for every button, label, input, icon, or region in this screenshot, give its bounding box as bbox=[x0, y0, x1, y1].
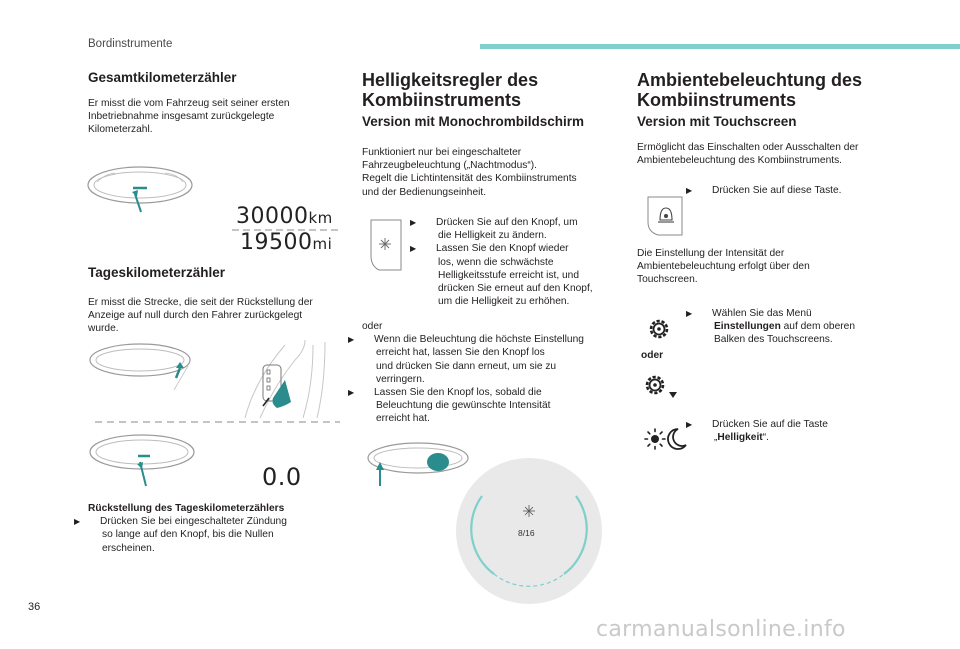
reset-instructions: Rückstellung des Tageskilometerzählers ▶ Drücken Sie bei eingeschalteter Zündung so lange auf den Knopf, bis die Nullen erscheinen. bbox=[88, 502, 350, 555]
bullet-icon: ▶ bbox=[348, 388, 355, 398]
brightness-key-step: ▶ Drücken Sie auf die Taste „Helligkeit“. bbox=[686, 419, 828, 444]
heading-trip-odometer: Tageskilometerzähler bbox=[88, 265, 226, 280]
heading-total-odometer: Gesamtkilometerzähler bbox=[88, 70, 237, 85]
section-header: Bordinstrumente bbox=[88, 38, 173, 50]
settings-gear-icon bbox=[646, 316, 672, 342]
subheading-touchscreen: Version mit Touchscreen bbox=[637, 114, 797, 129]
header-accent-bar bbox=[480, 44, 960, 49]
odometer-km-unit: km bbox=[308, 209, 333, 227]
odometer-readout bbox=[236, 204, 336, 229]
cluster-illustration-trip-before bbox=[88, 340, 194, 396]
oder-label-bold: oder bbox=[641, 350, 664, 361]
paragraph-total-odometer: Er misst die vom Fahrzeug seit seiner ersten Inbetriebnahme insgesamt zurückgelegte Kilometerzahl. bbox=[88, 98, 290, 136]
paragraph-ambient-intensity: Die Einstellung der Intensität der Ambientebeleuchtung erfolgt über den Touchscreen. bbox=[637, 248, 810, 286]
paragraph-ambient-intro: Ermöglicht das Einschalten oder Ausschalten der Ambientebeleuchtung des Kombiinstruments. bbox=[637, 142, 859, 167]
bullet-icon: ▶ bbox=[410, 244, 417, 254]
section-dashed-divider bbox=[95, 420, 340, 424]
brightness-knob-illustration bbox=[365, 216, 407, 274]
bullet-icon: ▶ bbox=[348, 335, 355, 345]
odometer-mi-unit: mi bbox=[312, 235, 333, 253]
paragraph-trip-odometer: Er misst die Strecke, die seit der Rückstellung der Anzeige auf null durch den Fahrer zurückgelegt wurde. bbox=[88, 297, 313, 335]
heading-ambient: Ambientebeleuchtung des Kombiinstruments bbox=[637, 70, 863, 110]
settings-gear-dropdown-icon bbox=[642, 372, 682, 400]
bullet-icon: ▶ bbox=[74, 517, 81, 527]
settings-steps: ▶ Wählen Sie das Menü Einstellungen auf dem oberen Balken des Touchscreens. bbox=[686, 308, 855, 346]
ambient-lighting-button-icon bbox=[644, 194, 686, 238]
steering-control-illustration bbox=[225, 340, 335, 420]
bullet-icon: ▶ bbox=[410, 218, 417, 227]
oder-label: oder bbox=[362, 321, 383, 332]
trip-readout-zero: 0.0 bbox=[262, 463, 302, 491]
dial-level-value: 8/16 bbox=[518, 528, 535, 538]
heading-brightness: Helligkeitsregler des Kombiinstruments bbox=[362, 70, 539, 110]
bullet-icon: ▶ bbox=[686, 420, 693, 429]
bullet-icon: ▶ bbox=[686, 186, 693, 195]
odometer-mi-value: 19500 bbox=[240, 230, 313, 255]
cluster-illustration-trip-after bbox=[88, 428, 198, 492]
odometer-km-value: 30000 bbox=[236, 204, 309, 229]
watermark-text: carmanualsonline.info bbox=[596, 617, 846, 642]
cluster-illustration-total bbox=[85, 160, 195, 220]
page-number: 36 bbox=[28, 601, 41, 613]
bullet-icon: ▶ bbox=[686, 309, 693, 318]
brightness-sun-moon-icon bbox=[644, 426, 688, 452]
reset-title: Rückstellung des Tageskilometerzählers bbox=[88, 503, 285, 514]
paragraph-brightness-intro: Funktioniert nur bei eingeschalteter Fahrzeugbeleuchtung („Nachtmodus“). Regelt die Lichtintensität des Kombiinstruments und der Bedienungseinheit. bbox=[362, 147, 577, 198]
subheading-monochrome: Version mit Monochrombildschirm bbox=[362, 114, 585, 129]
brightness-steps: ▶ Drücken Sie auf den Knopf, um die Helligkeit zu ändern. ▶ Lassen Sie den Knopf wieder los, wenn die schwächste Helligkeitsstufe erreicht ist, und drücken Sie erneut auf den Knopf, um die Helligkeit zu erhöhen. bbox=[410, 217, 593, 308]
brightness-steps-alt: oder ▶ Wenn die Beleuchtung die höchste Einstellung erreicht hat, lassen Sie den Knopf los und drücken Sie dann erneut, um sie zu verringern. ▶ Lassen Sie den Knopf los, sobald die Beleuchtung die gewünschte Intensität erreicht hat. bbox=[362, 320, 624, 426]
